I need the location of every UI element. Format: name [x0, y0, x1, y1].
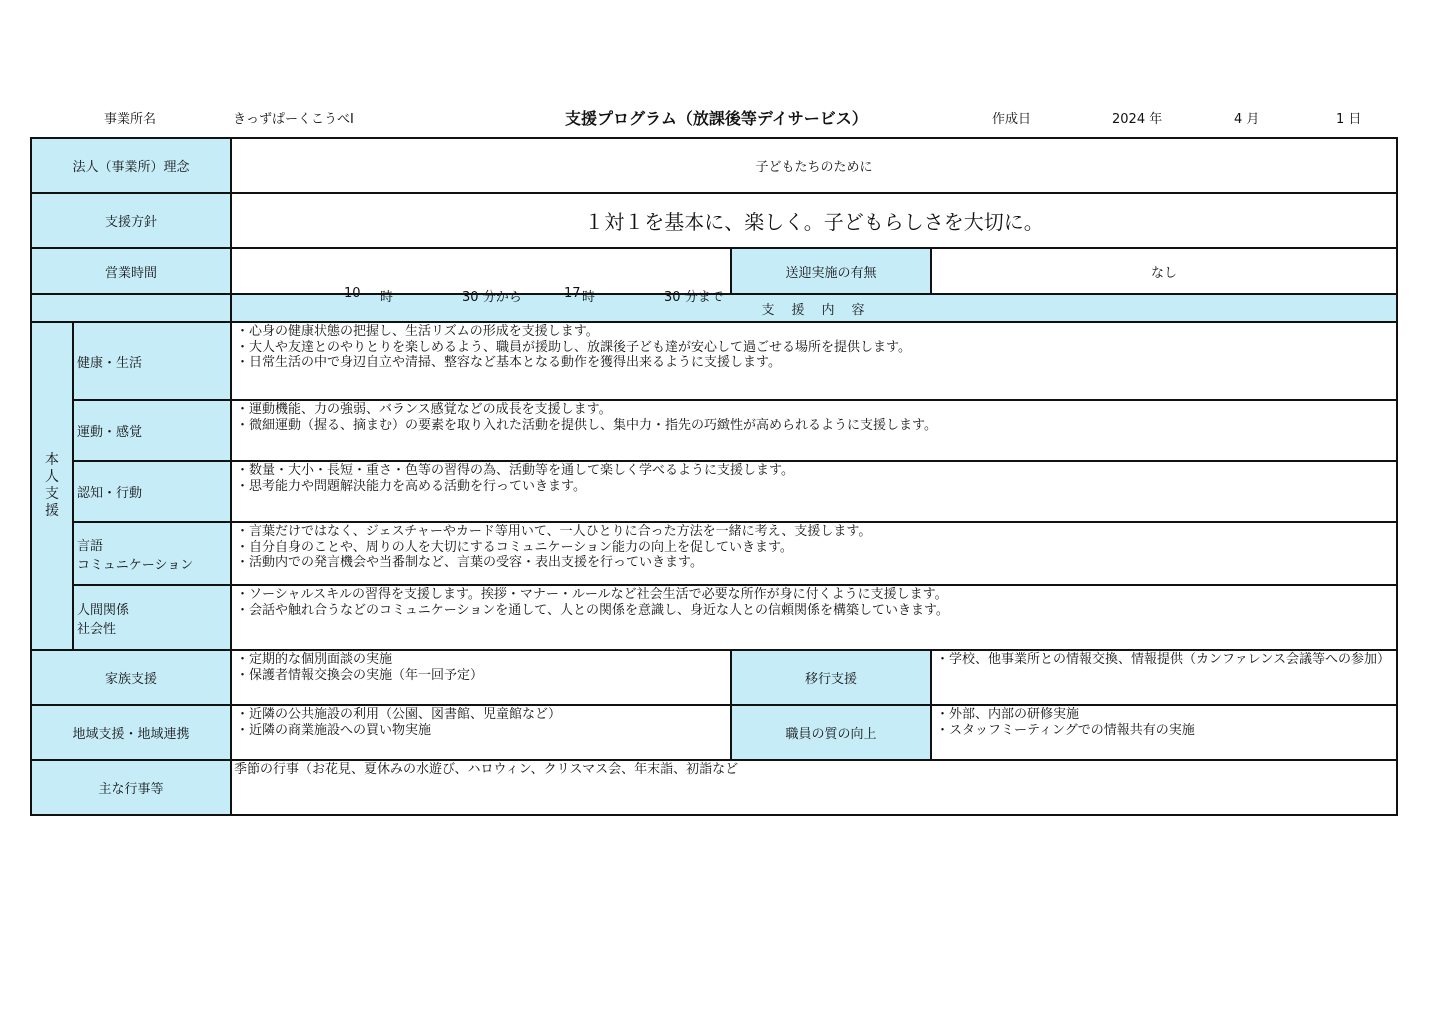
transition-support-content: ・学校、他事業所との情報交換、情報提供（カンファレンス会議等への参加）	[931, 650, 1397, 705]
support-content-label: 支 援 内 容	[231, 294, 1397, 322]
philosophy-row	[31, 138, 1397, 193]
policy-value: １対１を基本に、楽しく。子どもらしさを大切に。	[231, 193, 1397, 248]
health-life-label: 健康・生活	[73, 322, 231, 400]
personal-row-motor	[31, 400, 1397, 461]
transport-value: なし	[931, 248, 1397, 294]
hours-value	[231, 248, 731, 305]
cognition-behavior-content: ・数量・大小・長短・重さ・色等の習得の為、活動等を通して楽しく学べるように支援します。 ・思考能力や問題解決能力を高める活動を行っていきます。	[231, 461, 1397, 522]
open-hour-unit: 時	[380, 290, 394, 305]
relationships-social-content: ・ソーシャルスキルの習得を支援します。挨拶・マナー・ルールなど社会生活で必要な所作が身に付くように支援します。 ・会話や触れ合うなどのコミュニケーションを通して、人との関係を意識し、身近な人との信頼関係を構築していきます。	[231, 585, 1397, 650]
family-support-label: 家族支援	[31, 650, 231, 705]
community-staff-row	[31, 705, 1397, 760]
motor-sense-label: 運動・感覚	[73, 400, 231, 461]
created-day: 1 日	[1336, 112, 1362, 127]
support-program-table	[30, 137, 1398, 816]
open-minute: 30 分から	[462, 290, 522, 305]
personal-row-health	[31, 322, 1397, 400]
transport-label: 送迎実施の有無	[731, 248, 931, 294]
policy-row	[31, 193, 1397, 248]
personal-row-language	[31, 522, 1397, 585]
philosophy-label: 法人（事業所）理念	[31, 138, 231, 193]
health-life-content: ・心身の健康状態の把握し、生活リズムの形成を支援します。 ・大人や友達とのやりとりを楽しめるよう、職員が援助し、放課後子ども達が安心して過ごせる場所を提供します。 ・日常生活の中で身辺自立や清掃、整容など基本となる動作を獲得出来るように支援します。	[231, 322, 1397, 400]
personal-support-label: 本 人 支 援	[31, 322, 73, 650]
policy-label: 支援方針	[31, 193, 231, 248]
motor-sense-content: ・運動機能、力の強弱、バランス感覚などの成長を支援します。 ・微細運動（握る、摘まむ）の要素を取り入れた活動を提供し、集中力・指先の巧緻性が高められるように支援します。	[231, 400, 1397, 461]
created-month: 4 月	[1234, 112, 1260, 127]
created-date-label: 作成日	[992, 112, 1032, 127]
close-hour-unit: 時	[582, 290, 596, 305]
office-name: きっずぱーくこうべⅠ	[233, 112, 354, 127]
relationships-social-label: 人間関係 社会性	[73, 585, 231, 650]
community-support-label: 地域支援・地域連携	[31, 705, 231, 760]
events-row	[31, 760, 1397, 815]
page-title: 支援プログラム（放課後等デイサービス）	[565, 109, 868, 128]
open-hour: 10	[344, 286, 361, 301]
family-support-content: ・定期的な個別面談の実施 ・保護者情報交換会の実施（年一回予定）	[231, 650, 731, 705]
created-year: 2024 年	[1112, 112, 1163, 127]
office-name-label: 事業所名	[104, 112, 157, 127]
hours-row	[31, 248, 1397, 294]
family-transition-row	[31, 650, 1397, 705]
support-content-blank	[31, 294, 231, 322]
cognition-behavior-label: 認知・行動	[73, 461, 231, 522]
events-content: 季節の行事（お花見、夏休みの水遊び、ハロウィン、クリスマス会、年末詣、初詣など	[231, 760, 1397, 815]
events-label: 主な行事等	[31, 760, 231, 815]
personal-row-relationships	[31, 585, 1397, 650]
transition-support-label: 移行支援	[731, 650, 931, 705]
language-communication-content: ・言葉だけではなく、ジェスチャーやカード等用いて、一人ひとりに合った方法を一緒に考え、支援します。 ・自分自身のことや、周りの人を大切にするコミュニケーション能力の向上を促していきます。 ・活動内での発言機会や当番制など、言葉の受容・表出支援を行っていきます。	[231, 522, 1397, 585]
personal-row-cognition	[31, 461, 1397, 522]
close-minute: 30 分まで	[664, 290, 724, 305]
philosophy-value: 子どもたちのために	[231, 138, 1397, 193]
close-hour: 17	[564, 286, 581, 301]
hours-label: 営業時間	[31, 248, 231, 294]
community-support-content: ・近隣の公共施設の利用（公園、図書館、児童館など） ・近隣の商業施設への買い物実施	[231, 705, 731, 760]
staff-quality-content: ・外部、内部の研修実施 ・スタッフミーティングでの情報共有の実施	[931, 705, 1397, 760]
language-communication-label: 言語 コミュニケーション	[73, 522, 231, 585]
staff-quality-label: 職員の質の向上	[731, 705, 931, 760]
